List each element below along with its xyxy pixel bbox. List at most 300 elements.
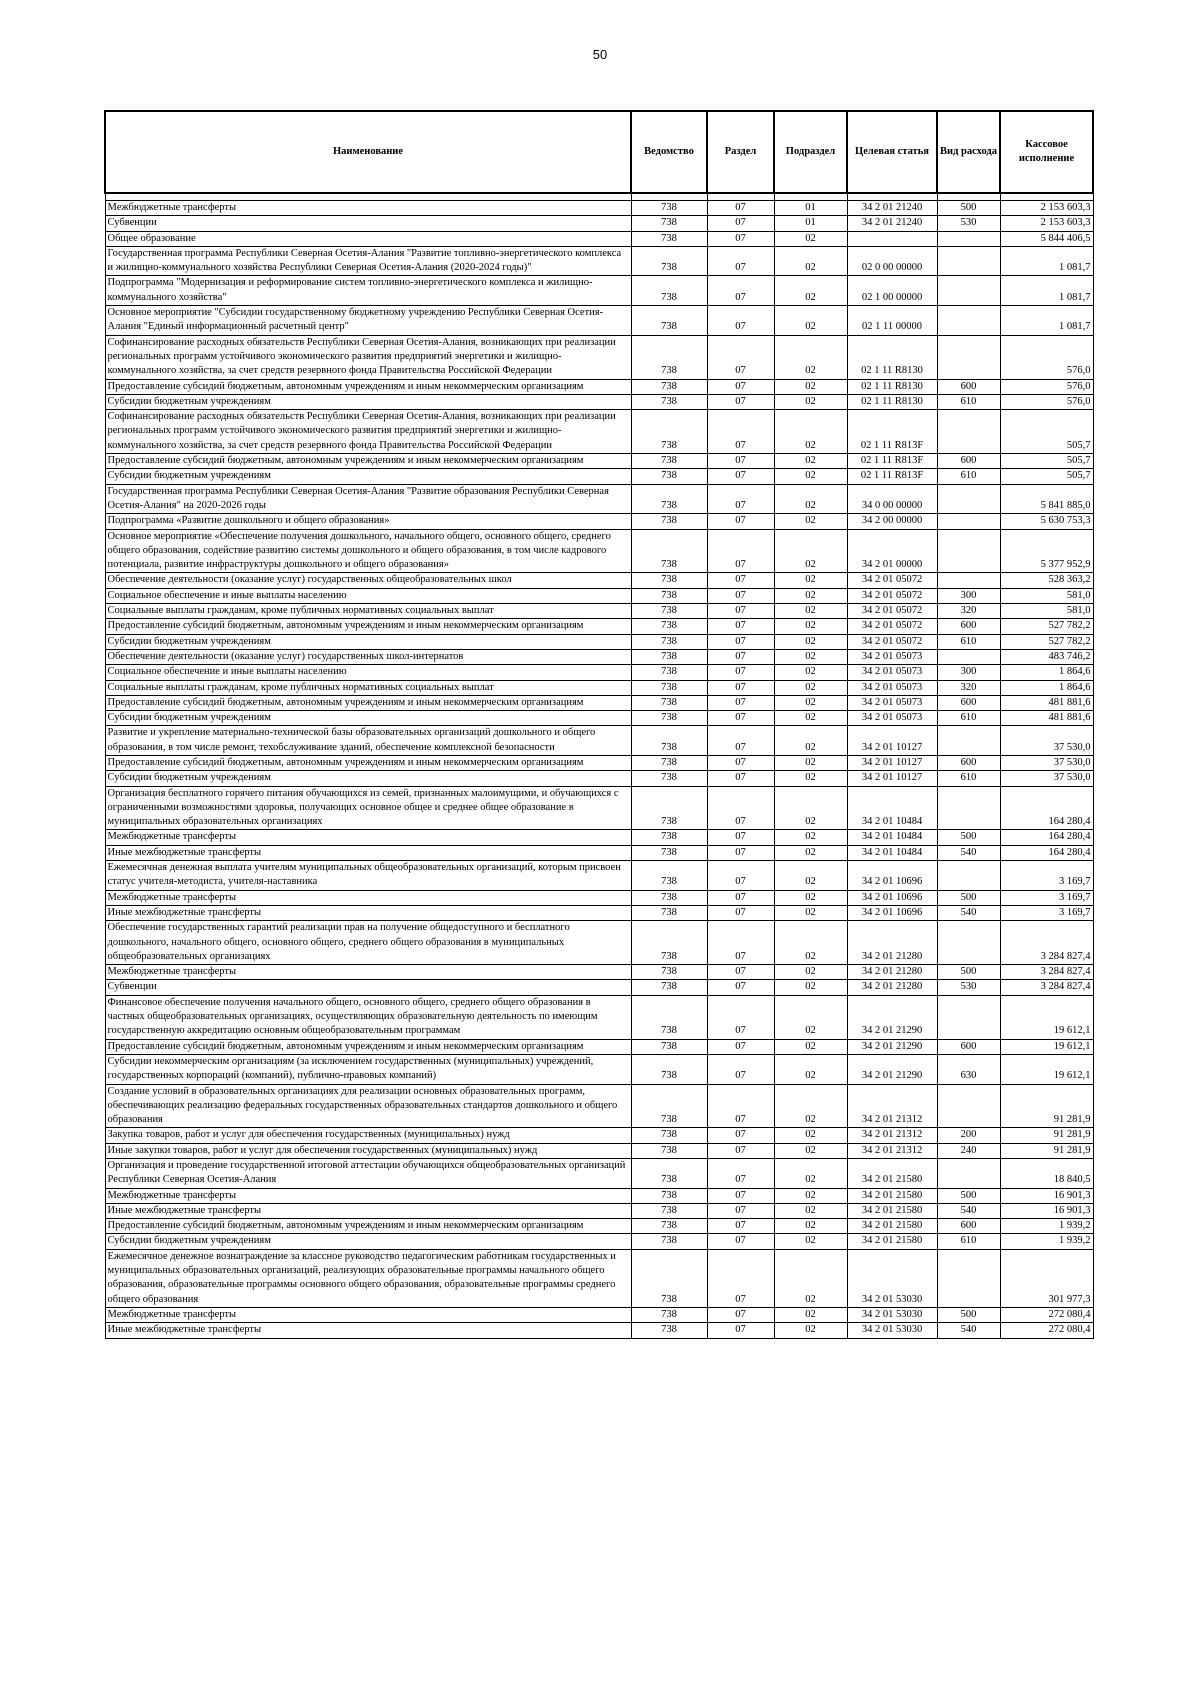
cell-vedomstvo: 738 bbox=[631, 306, 707, 336]
cell-razdel: 07 bbox=[707, 1307, 774, 1322]
cell-podrazdel: 02 bbox=[774, 469, 847, 484]
table-row bbox=[105, 469, 1093, 484]
cell-vedomstvo: 738 bbox=[631, 529, 707, 573]
cell-kassovoe-ispolnenie: 5 377 952,9 bbox=[1000, 529, 1093, 573]
cell-vedomstvo: 738 bbox=[631, 410, 707, 454]
cell-razdel: 07 bbox=[707, 394, 774, 409]
cell-razdel: 07 bbox=[707, 469, 774, 484]
budget-execution-table bbox=[104, 110, 1094, 1339]
cell-vedomstvo: 738 bbox=[631, 619, 707, 634]
cell-podrazdel: 02 bbox=[774, 1054, 847, 1084]
cell-podrazdel: 02 bbox=[774, 1159, 847, 1189]
cell-kassovoe-ispolnenie: 3 169,7 bbox=[1000, 861, 1093, 891]
cell-celevaya-statya: 02 1 11 R8130 bbox=[847, 379, 937, 394]
cell-vedomstvo: 738 bbox=[631, 771, 707, 786]
cell-podrazdel: 02 bbox=[774, 231, 847, 246]
cell-razdel: 07 bbox=[707, 711, 774, 726]
cell-name: Социальное обеспечение и иные выплаты населению bbox=[105, 588, 631, 603]
table-row bbox=[105, 890, 1093, 905]
cell-vedomstvo: 738 bbox=[631, 726, 707, 756]
cell-celevaya-statya: 02 1 11 R813F bbox=[847, 410, 937, 454]
cell-vedomstvo: 738 bbox=[631, 905, 707, 920]
cell-vedomstvo: 738 bbox=[631, 980, 707, 995]
cell-celevaya-statya: 34 2 01 05073 bbox=[847, 695, 937, 710]
cell-kassovoe-ispolnenie: 1 864,6 bbox=[1000, 680, 1093, 695]
cell-podrazdel: 02 bbox=[774, 726, 847, 756]
cell-vedomstvo: 738 bbox=[631, 1128, 707, 1143]
cell-podrazdel: 02 bbox=[774, 454, 847, 469]
cell-name: Софинансирование расходных обязательств Республики Северная Осетия-Алания, возникающих при реализации региональных программ устойчивого экономического развития предприятий энергетики и жилищно-коммунального хозяйства, за счет средств резервного фонда Правительства Российской Федерации bbox=[105, 410, 631, 454]
table-row bbox=[105, 1143, 1093, 1158]
cell-vedomstvo: 738 bbox=[631, 1203, 707, 1218]
cell-podrazdel: 02 bbox=[774, 711, 847, 726]
cell-kassovoe-ispolnenie: 301 977,3 bbox=[1000, 1249, 1093, 1307]
cell-celevaya-statya bbox=[847, 231, 937, 246]
cell-vid-raskhoda: 610 bbox=[937, 469, 1000, 484]
table-row bbox=[105, 1054, 1093, 1084]
cell-vedomstvo: 738 bbox=[631, 1159, 707, 1189]
cell-vid-raskhoda: 500 bbox=[937, 1307, 1000, 1322]
cell-razdel: 07 bbox=[707, 695, 774, 710]
cell-name: Субсидии бюджетным учреждениям bbox=[105, 711, 631, 726]
cell-podrazdel: 02 bbox=[774, 755, 847, 770]
table-row bbox=[105, 921, 1093, 965]
cell-celevaya-statya: 34 2 01 53030 bbox=[847, 1323, 937, 1338]
cell-kassovoe-ispolnenie: 581,0 bbox=[1000, 604, 1093, 619]
table-row bbox=[105, 306, 1093, 336]
table-row bbox=[105, 394, 1093, 409]
cell-kassovoe-ispolnenie: 37 530,0 bbox=[1000, 726, 1093, 756]
table-row bbox=[105, 965, 1093, 980]
cell-celevaya-statya: 34 2 00 00000 bbox=[847, 514, 937, 529]
cell-kassovoe-ispolnenie: 1 081,7 bbox=[1000, 306, 1093, 336]
cell-kassovoe-ispolnenie: 3 169,7 bbox=[1000, 890, 1093, 905]
header-vid-raskhoda: Вид расхода bbox=[937, 111, 1000, 193]
cell-kassovoe-ispolnenie: 19 612,1 bbox=[1000, 995, 1093, 1039]
cell-name: Социальные выплаты гражданам, кроме публичных нормативных социальных выплат bbox=[105, 604, 631, 619]
cell-name: Подпрограмма "Модернизация и реформирование систем топливно-энергетического комплекса и жилищно-коммунального хозяйства" bbox=[105, 276, 631, 306]
cell-vedomstvo: 738 bbox=[631, 1188, 707, 1203]
cell-name: Межбюджетные трансферты bbox=[105, 1307, 631, 1322]
cell-vid-raskhoda bbox=[937, 306, 1000, 336]
cell-celevaya-statya: 34 2 01 21312 bbox=[847, 1128, 937, 1143]
cell-celevaya-statya: 34 2 01 21290 bbox=[847, 995, 937, 1039]
cell-celevaya-statya: 34 2 01 21312 bbox=[847, 1084, 937, 1128]
cell-podrazdel: 02 bbox=[774, 921, 847, 965]
cell-celevaya-statya: 34 2 01 53030 bbox=[847, 1249, 937, 1307]
cell-vid-raskhoda bbox=[937, 921, 1000, 965]
cell-razdel: 07 bbox=[707, 1203, 774, 1218]
cell-celevaya-statya: 34 2 01 53030 bbox=[847, 1307, 937, 1322]
cell-razdel: 07 bbox=[707, 573, 774, 588]
cell-celevaya-statya: 34 2 01 21280 bbox=[847, 965, 937, 980]
cell-vedomstvo: 738 bbox=[631, 890, 707, 905]
cell-kassovoe-ispolnenie: 19 612,1 bbox=[1000, 1054, 1093, 1084]
cell-celevaya-statya: 34 2 01 05072 bbox=[847, 588, 937, 603]
table-row bbox=[105, 201, 1093, 216]
cell-name: Субсидии бюджетным учреждениям bbox=[105, 1234, 631, 1249]
table-row bbox=[105, 514, 1093, 529]
cell-razdel: 07 bbox=[707, 890, 774, 905]
cell-podrazdel: 02 bbox=[774, 484, 847, 514]
cell-podrazdel: 02 bbox=[774, 665, 847, 680]
cell-kassovoe-ispolnenie: 3 284 827,4 bbox=[1000, 921, 1093, 965]
cell-celevaya-statya: 34 2 01 05072 bbox=[847, 573, 937, 588]
cell-podrazdel: 01 bbox=[774, 216, 847, 231]
cell-celevaya-statya: 34 2 01 10696 bbox=[847, 890, 937, 905]
table-row bbox=[105, 1219, 1093, 1234]
cell-celevaya-statya: 34 2 01 10696 bbox=[847, 905, 937, 920]
cell-vedomstvo: 738 bbox=[631, 965, 707, 980]
cell-kassovoe-ispolnenie: 16 901,3 bbox=[1000, 1203, 1093, 1218]
cell-vedomstvo: 738 bbox=[631, 634, 707, 649]
cell-vid-raskhoda: 300 bbox=[937, 665, 1000, 680]
cell-podrazdel: 02 bbox=[774, 771, 847, 786]
table-row bbox=[105, 726, 1093, 756]
cell-podrazdel: 02 bbox=[774, 1219, 847, 1234]
cell-name: Организация бесплатного горячего питания обучающихся из семей, признанных малоимущими, и обучающихся с ограниченными возможностями здоровья, получающих основное общее и среднее общее образование в муниципальных образовательных организациях bbox=[105, 786, 631, 830]
cell-vid-raskhoda: 540 bbox=[937, 905, 1000, 920]
cell-celevaya-statya: 34 2 01 10696 bbox=[847, 861, 937, 891]
cell-celevaya-statya: 34 2 01 21280 bbox=[847, 921, 937, 965]
cell-name: Обеспечение деятельности (оказание услуг) государственных общеобразовательных школ bbox=[105, 573, 631, 588]
cell-vid-raskhoda bbox=[937, 410, 1000, 454]
page-number: 50 bbox=[592, 47, 608, 62]
table-row bbox=[105, 216, 1093, 231]
cell-podrazdel: 02 bbox=[774, 786, 847, 830]
cell-name: Предоставление субсидий бюджетным, автономным учреждениям и иным некоммерческим организациям bbox=[105, 1219, 631, 1234]
cell-vid-raskhoda: 600 bbox=[937, 379, 1000, 394]
cell-vid-raskhoda: 200 bbox=[937, 1128, 1000, 1143]
cell-vid-raskhoda bbox=[937, 861, 1000, 891]
cell-razdel: 07 bbox=[707, 634, 774, 649]
cell-celevaya-statya: 34 2 01 05072 bbox=[847, 619, 937, 634]
table-row bbox=[105, 619, 1093, 634]
cell-podrazdel: 02 bbox=[774, 410, 847, 454]
cell-kassovoe-ispolnenie: 576,0 bbox=[1000, 335, 1093, 379]
cell-vid-raskhoda: 610 bbox=[937, 394, 1000, 409]
table-row bbox=[105, 1323, 1093, 1338]
cell-vid-raskhoda: 500 bbox=[937, 890, 1000, 905]
cell-kassovoe-ispolnenie: 3 284 827,4 bbox=[1000, 965, 1093, 980]
cell-vedomstvo: 738 bbox=[631, 665, 707, 680]
cell-razdel: 07 bbox=[707, 484, 774, 514]
cell-razdel: 07 bbox=[707, 830, 774, 845]
table-row bbox=[105, 695, 1093, 710]
table-row bbox=[105, 604, 1093, 619]
cell-vedomstvo: 738 bbox=[631, 335, 707, 379]
cell-podrazdel: 02 bbox=[774, 965, 847, 980]
cell-podrazdel: 02 bbox=[774, 619, 847, 634]
cell-razdel: 07 bbox=[707, 1128, 774, 1143]
cell-vid-raskhoda: 530 bbox=[937, 980, 1000, 995]
cell-celevaya-statya: 34 2 01 05072 bbox=[847, 634, 937, 649]
cell-vedomstvo: 738 bbox=[631, 276, 707, 306]
cell-vid-raskhoda: 600 bbox=[937, 755, 1000, 770]
cell-kassovoe-ispolnenie: 483 746,2 bbox=[1000, 649, 1093, 664]
table-row bbox=[105, 1084, 1093, 1128]
cell-kassovoe-ispolnenie: 481 881,6 bbox=[1000, 695, 1093, 710]
cell-name: Межбюджетные трансферты bbox=[105, 201, 631, 216]
cell-razdel: 07 bbox=[707, 771, 774, 786]
cell-podrazdel: 02 bbox=[774, 306, 847, 336]
table-row bbox=[105, 980, 1093, 995]
cell-name: Социальное обеспечение и иные выплаты населению bbox=[105, 665, 631, 680]
cell-name: Иные закупки товаров, работ и услуг для обеспечения государственных (муниципальных) нужд bbox=[105, 1143, 631, 1158]
cell-podrazdel: 02 bbox=[774, 1188, 847, 1203]
table-row bbox=[105, 1188, 1093, 1203]
table-row bbox=[105, 711, 1093, 726]
cell-celevaya-statya: 02 1 11 R813F bbox=[847, 469, 937, 484]
cell-razdel: 07 bbox=[707, 306, 774, 336]
cell-kassovoe-ispolnenie: 1 864,6 bbox=[1000, 665, 1093, 680]
header-name: Наименование bbox=[105, 111, 631, 193]
cell-celevaya-statya: 34 2 01 10484 bbox=[847, 845, 937, 860]
cell-name: Предоставление субсидий бюджетным, автономным учреждениям и иным некоммерческим организациям bbox=[105, 695, 631, 710]
cell-vedomstvo: 738 bbox=[631, 786, 707, 830]
cell-celevaya-statya: 34 2 01 10127 bbox=[847, 771, 937, 786]
table-row bbox=[105, 379, 1093, 394]
cell-vedomstvo: 738 bbox=[631, 216, 707, 231]
table-row bbox=[105, 861, 1093, 891]
cell-vid-raskhoda bbox=[937, 246, 1000, 276]
cell-name: Субсидии бюджетным учреждениям bbox=[105, 771, 631, 786]
cell-vedomstvo: 738 bbox=[631, 680, 707, 695]
cell-name: Финансовое обеспечение получения начального общего, основного общего, среднего общего образования в частных общеобразовательных организациях, осуществляющих образовательную деятельность по имеющим государственную аккредитацию основным общеобразовательным программам bbox=[105, 995, 631, 1039]
cell-podrazdel: 02 bbox=[774, 680, 847, 695]
cell-vedomstvo: 738 bbox=[631, 1249, 707, 1307]
cell-celevaya-statya: 34 2 01 10484 bbox=[847, 830, 937, 845]
cell-name: Социальные выплаты гражданам, кроме публичных нормативных социальных выплат bbox=[105, 680, 631, 695]
cell-vid-raskhoda: 500 bbox=[937, 201, 1000, 216]
table-row bbox=[105, 1039, 1093, 1054]
cell-podrazdel: 02 bbox=[774, 1323, 847, 1338]
table-row bbox=[105, 1249, 1093, 1307]
cell-kassovoe-ispolnenie: 91 281,9 bbox=[1000, 1143, 1093, 1158]
cell-name: Подпрограмма «Развитие дошкольного и общего образования» bbox=[105, 514, 631, 529]
cell-vid-raskhoda bbox=[937, 1159, 1000, 1189]
cell-razdel: 07 bbox=[707, 1159, 774, 1189]
cell-vid-raskhoda bbox=[937, 529, 1000, 573]
header-celevaya-statya: Целевая статья bbox=[847, 111, 937, 193]
cell-name: Общее образование bbox=[105, 231, 631, 246]
cell-name: Субсидии бюджетным учреждениям bbox=[105, 394, 631, 409]
cell-name: Межбюджетные трансферты bbox=[105, 965, 631, 980]
cell-celevaya-statya: 34 2 01 05073 bbox=[847, 665, 937, 680]
cell-kassovoe-ispolnenie: 37 530,0 bbox=[1000, 755, 1093, 770]
cell-vid-raskhoda: 610 bbox=[937, 634, 1000, 649]
header-razdel: Раздел bbox=[707, 111, 774, 193]
cell-vid-raskhoda bbox=[937, 1249, 1000, 1307]
cell-vid-raskhoda: 610 bbox=[937, 771, 1000, 786]
cell-kassovoe-ispolnenie: 5 844 406,5 bbox=[1000, 231, 1093, 246]
cell-podrazdel: 02 bbox=[774, 1234, 847, 1249]
cell-kassovoe-ispolnenie: 3 169,7 bbox=[1000, 905, 1093, 920]
table-row bbox=[105, 231, 1093, 246]
cell-vid-raskhoda: 600 bbox=[937, 1039, 1000, 1054]
cell-razdel: 07 bbox=[707, 665, 774, 680]
cell-razdel: 07 bbox=[707, 231, 774, 246]
cell-vid-raskhoda: 540 bbox=[937, 1323, 1000, 1338]
cell-celevaya-statya: 02 1 11 R8130 bbox=[847, 394, 937, 409]
cell-vedomstvo: 738 bbox=[631, 201, 707, 216]
cell-podrazdel: 02 bbox=[774, 634, 847, 649]
cell-vedomstvo: 738 bbox=[631, 1234, 707, 1249]
cell-name: Предоставление субсидий бюджетным, автономным учреждениям и иным некоммерческим организациям bbox=[105, 1039, 631, 1054]
table-row bbox=[105, 484, 1093, 514]
cell-kassovoe-ispolnenie: 1 939,2 bbox=[1000, 1219, 1093, 1234]
cell-razdel: 07 bbox=[707, 786, 774, 830]
cell-vid-raskhoda bbox=[937, 573, 1000, 588]
cell-podrazdel: 02 bbox=[774, 649, 847, 664]
cell-vid-raskhoda: 600 bbox=[937, 1219, 1000, 1234]
table-row bbox=[105, 1307, 1093, 1322]
cell-vedomstvo: 738 bbox=[631, 695, 707, 710]
cell-vid-raskhoda: 610 bbox=[937, 711, 1000, 726]
cell-podrazdel: 02 bbox=[774, 1039, 847, 1054]
cell-kassovoe-ispolnenie: 164 280,4 bbox=[1000, 786, 1093, 830]
table-row bbox=[105, 649, 1093, 664]
cell-name: Предоставление субсидий бюджетным, автономным учреждениям и иным некоммерческим организациям bbox=[105, 619, 631, 634]
cell-name: Субсидии бюджетным учреждениям bbox=[105, 469, 631, 484]
cell-podrazdel: 02 bbox=[774, 845, 847, 860]
cell-name: Субсидии некоммерческим организациям (за исключением государственных (муниципальных) учреждений, государственных корпораций (компаний), публично-правовых компаний) bbox=[105, 1054, 631, 1084]
cell-celevaya-statya: 34 2 01 00000 bbox=[847, 529, 937, 573]
cell-kassovoe-ispolnenie: 16 901,3 bbox=[1000, 1188, 1093, 1203]
cell-podrazdel: 02 bbox=[774, 905, 847, 920]
cell-razdel: 07 bbox=[707, 995, 774, 1039]
cell-celevaya-statya: 34 2 01 21240 bbox=[847, 201, 937, 216]
cell-kassovoe-ispolnenie: 1 081,7 bbox=[1000, 276, 1093, 306]
cell-podrazdel: 02 bbox=[774, 529, 847, 573]
cell-vedomstvo: 738 bbox=[631, 246, 707, 276]
cell-podrazdel: 02 bbox=[774, 604, 847, 619]
cell-podrazdel: 02 bbox=[774, 379, 847, 394]
cell-vid-raskhoda: 500 bbox=[937, 830, 1000, 845]
cell-vedomstvo: 738 bbox=[631, 830, 707, 845]
cell-podrazdel: 02 bbox=[774, 394, 847, 409]
cell-celevaya-statya: 02 0 00 00000 bbox=[847, 246, 937, 276]
cell-razdel: 07 bbox=[707, 1084, 774, 1128]
cell-name: Межбюджетные трансферты bbox=[105, 890, 631, 905]
cell-vid-raskhoda: 540 bbox=[937, 845, 1000, 860]
cell-vedomstvo: 738 bbox=[631, 711, 707, 726]
cell-vedomstvo: 738 bbox=[631, 755, 707, 770]
cell-vedomstvo: 738 bbox=[631, 573, 707, 588]
cell-celevaya-statya: 02 1 00 00000 bbox=[847, 276, 937, 306]
cell-podrazdel: 02 bbox=[774, 246, 847, 276]
table-header-row bbox=[105, 111, 1093, 193]
cell-vedomstvo: 738 bbox=[631, 484, 707, 514]
cell-vid-raskhoda: 530 bbox=[937, 216, 1000, 231]
cell-celevaya-statya: 34 2 01 10127 bbox=[847, 726, 937, 756]
table-row bbox=[105, 573, 1093, 588]
cell-podrazdel: 02 bbox=[774, 1307, 847, 1322]
cell-name: Закупка товаров, работ и услуг для обеспечения государственных (муниципальных) нужд bbox=[105, 1128, 631, 1143]
cell-vedomstvo: 738 bbox=[631, 1323, 707, 1338]
cell-vid-raskhoda bbox=[937, 514, 1000, 529]
cell-name: Субвенции bbox=[105, 216, 631, 231]
cell-celevaya-statya: 34 2 01 21580 bbox=[847, 1188, 937, 1203]
cell-vedomstvo: 738 bbox=[631, 588, 707, 603]
cell-name: Государственная программа Республики Северная Осетия-Алания "Развитие образования Республики Северная Осетия-Алания" на 2020-2026 годы bbox=[105, 484, 631, 514]
cell-kassovoe-ispolnenie: 527 782,2 bbox=[1000, 634, 1093, 649]
cell-razdel: 07 bbox=[707, 921, 774, 965]
table-row bbox=[105, 845, 1093, 860]
cell-kassovoe-ispolnenie: 481 881,6 bbox=[1000, 711, 1093, 726]
cell-celevaya-statya: 34 2 01 05073 bbox=[847, 680, 937, 695]
cell-vid-raskhoda: 630 bbox=[937, 1054, 1000, 1084]
cell-razdel: 07 bbox=[707, 514, 774, 529]
cell-vid-raskhoda bbox=[937, 786, 1000, 830]
header-kassovoe-ispolnenie: Кассовое исполнение bbox=[1000, 111, 1093, 193]
cell-kassovoe-ispolnenie: 91 281,9 bbox=[1000, 1128, 1093, 1143]
table-row bbox=[105, 246, 1093, 276]
cell-kassovoe-ispolnenie: 581,0 bbox=[1000, 588, 1093, 603]
cell-podrazdel: 02 bbox=[774, 335, 847, 379]
cell-podrazdel: 02 bbox=[774, 1084, 847, 1128]
cell-vid-raskhoda bbox=[937, 231, 1000, 246]
cell-name: Предоставление субсидий бюджетным, автономным учреждениям и иным некоммерческим организациям bbox=[105, 755, 631, 770]
cell-vedomstvo: 738 bbox=[631, 1084, 707, 1128]
cell-name: Иные межбюджетные трансферты bbox=[105, 1203, 631, 1218]
cell-vid-raskhoda: 500 bbox=[937, 1188, 1000, 1203]
cell-kassovoe-ispolnenie: 2 153 603,3 bbox=[1000, 201, 1093, 216]
cell-vedomstvo: 738 bbox=[631, 231, 707, 246]
cell-razdel: 07 bbox=[707, 604, 774, 619]
table-row bbox=[105, 830, 1093, 845]
cell-razdel: 07 bbox=[707, 1323, 774, 1338]
cell-razdel: 07 bbox=[707, 1039, 774, 1054]
cell-name: Обеспечение деятельности (оказание услуг) государственных школ-интернатов bbox=[105, 649, 631, 664]
table-row bbox=[105, 665, 1093, 680]
cell-celevaya-statya: 34 2 01 21280 bbox=[847, 980, 937, 995]
cell-razdel: 07 bbox=[707, 1143, 774, 1158]
cell-vid-raskhoda: 610 bbox=[937, 1234, 1000, 1249]
cell-razdel: 07 bbox=[707, 726, 774, 756]
cell-vid-raskhoda bbox=[937, 335, 1000, 379]
table-row bbox=[105, 454, 1093, 469]
cell-celevaya-statya: 02 1 11 R813F bbox=[847, 454, 937, 469]
cell-vid-raskhoda bbox=[937, 649, 1000, 664]
table-row bbox=[105, 335, 1093, 379]
cell-vedomstvo: 738 bbox=[631, 921, 707, 965]
cell-name: Ежемесячное денежное вознаграждение за классное руководство педагогическим работникам государственных и муниципальных образовательных организаций, реализующих образовательные программы начального общего образования, образовательные программы основного общего образования, образовательные программы среднего общего образования bbox=[105, 1249, 631, 1307]
table-row bbox=[105, 755, 1093, 770]
cell-name: Создание условий в образовательных организациях для реализации основных образовательных программ, обеспечивающих реализацию федеральных государственных образовательных стандартов дошкольного и общего образования bbox=[105, 1084, 631, 1128]
cell-razdel: 07 bbox=[707, 529, 774, 573]
cell-kassovoe-ispolnenie: 505,7 bbox=[1000, 469, 1093, 484]
cell-celevaya-statya: 34 2 01 05073 bbox=[847, 649, 937, 664]
cell-name: Межбюджетные трансферты bbox=[105, 830, 631, 845]
cell-razdel: 07 bbox=[707, 1054, 774, 1084]
cell-kassovoe-ispolnenie: 272 080,4 bbox=[1000, 1307, 1093, 1322]
cell-podrazdel: 02 bbox=[774, 695, 847, 710]
cell-kassovoe-ispolnenie: 505,7 bbox=[1000, 410, 1093, 454]
cell-razdel: 07 bbox=[707, 379, 774, 394]
cell-name: Предоставление субсидий бюджетным, автономным учреждениям и иным некоммерческим организациям bbox=[105, 454, 631, 469]
cell-celevaya-statya: 34 2 01 05072 bbox=[847, 604, 937, 619]
cell-kassovoe-ispolnenie: 272 080,4 bbox=[1000, 1323, 1093, 1338]
cell-podrazdel: 02 bbox=[774, 514, 847, 529]
cell-razdel: 07 bbox=[707, 201, 774, 216]
cell-razdel: 07 bbox=[707, 1188, 774, 1203]
cell-name: Государственная программа Республики Северная Осетия-Алания "Развитие топливно-энергетического комплекса и жилищно-коммунального хозяйства Республики Северная Осетия-Алания (2020-2024 годы)" bbox=[105, 246, 631, 276]
cell-kassovoe-ispolnenie: 37 530,0 bbox=[1000, 771, 1093, 786]
cell-razdel: 07 bbox=[707, 861, 774, 891]
cell-razdel: 07 bbox=[707, 1249, 774, 1307]
cell-vid-raskhoda bbox=[937, 1084, 1000, 1128]
